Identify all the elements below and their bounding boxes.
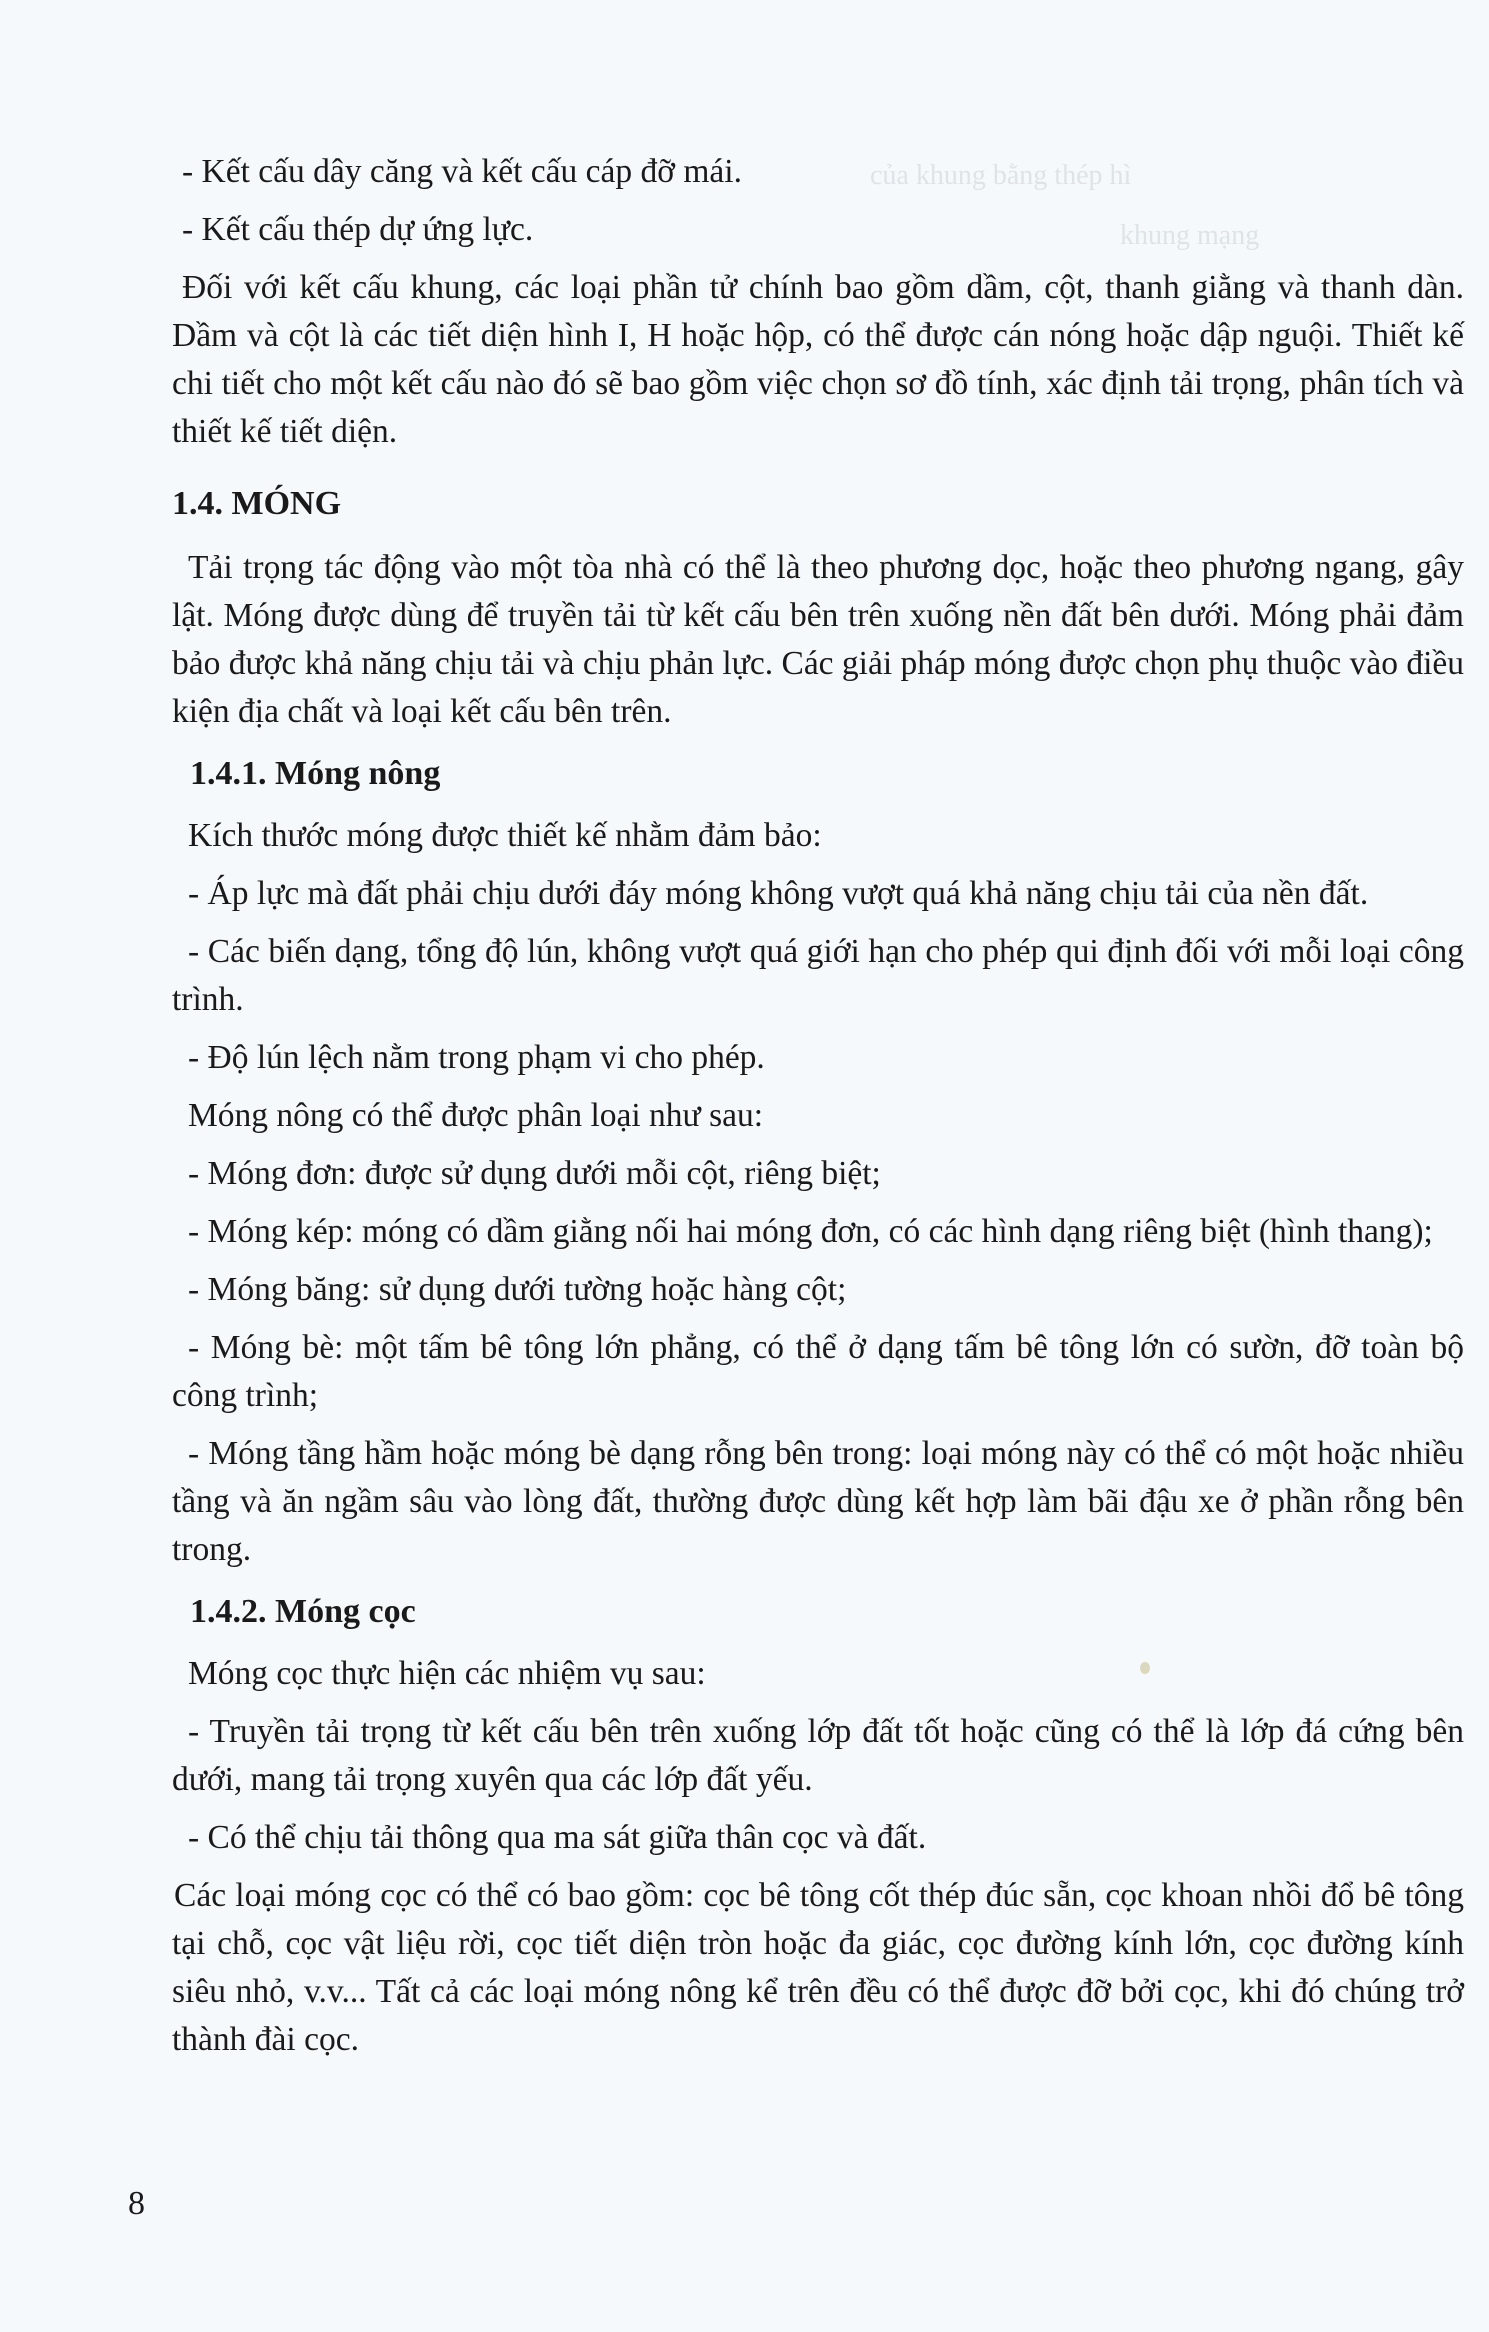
- list-item: - Móng bè: một tấm bê tông lớn phẳng, có thể ở dạng tấm bê tông lớn có sườn, đỡ toàn bộ công trình;: [172, 1329, 1464, 1414]
- list-item: - Các biến dạng, tổng độ lún, không vượt quá giới hạn cho phép qui định đối với mỗi loại công trình.: [172, 933, 1464, 1018]
- list-item: - Có thể chịu tải thông qua ma sát giữa thân cọc và đất.: [188, 1819, 927, 1856]
- section-heading: 1.4. MÓNG: [172, 485, 342, 522]
- paper-speck: [1140, 1662, 1150, 1674]
- paragraph: Móng cọc thực hiện các nhiệm vụ sau:: [188, 1655, 706, 1692]
- list-item: - Kết cấu thép dự ứng lực.: [182, 211, 534, 248]
- list-item: - Truyền tải trọng từ kết cấu bên trên xuống lớp đất tốt hoặc cũng có thể là lớp đá cứng bên dưới, mang tải trọng xuyên qua các lớp đất yếu.: [172, 1713, 1464, 1798]
- list-item: - Móng đơn: được sử dụng dưới mỗi cột, riêng biệt;: [188, 1155, 881, 1192]
- list-item: - Kết cấu dây căng và kết cấu cáp đỡ mái.: [182, 153, 742, 190]
- list-item: - Móng kép: móng có dầm giằng nối hai móng đơn, có các hình dạng riêng biệt (hình thang);: [188, 1213, 1433, 1250]
- bleed-through-text: của khung bằng thép hì: [870, 160, 1132, 191]
- bleed-through-text: khung mạng: [1120, 220, 1260, 251]
- paragraph: Đối với kết cấu khung, các loại phần tử chính bao gồm dầm, cột, thanh giằng và thanh dàn. Dầm và cột là các tiết diện hình I, H hoặc hộp, có thể được cán nóng hoặc dập nguội. Thiết kế chi tiết cho một kết cấu nào đó sẽ bao gồm việc chọn sơ đồ tính, xác định tải trọng, phân tích và thiết kế tiết diện.: [172, 269, 1464, 450]
- subsection-heading: 1.4.1. Móng nông: [190, 755, 441, 792]
- page-number: 8: [128, 2185, 145, 2222]
- list-item: - Móng tầng hầm hoặc móng bè dạng rỗng bên trong: loại móng này có thể có một hoặc nhiều tầng và ăn ngầm sâu vào lòng đất, thường được dùng kết hợp làm bãi đậu xe ở phần rỗng bên trong.: [172, 1435, 1464, 1568]
- list-item: - Độ lún lệch nằm trong phạm vi cho phép.: [188, 1039, 765, 1076]
- paragraph: Tải trọng tác động vào một tòa nhà có thể là theo phương dọc, hoặc theo phương ngang, gây lật. Móng được dùng để truyền tải từ kết cấu bên trên xuống nền đất bên dưới. Móng phải đảm bảo được khả năng chịu tải và chịu phản lực. Các giải pháp móng được chọn phụ thuộc vào điều kiện địa chất và loại kết cấu bên trên.: [172, 549, 1464, 730]
- subsection-heading: 1.4.2. Móng cọc: [190, 1593, 416, 1630]
- paragraph: Kích thước móng được thiết kế nhằm đảm bảo:: [188, 817, 822, 854]
- paragraph: Các loại móng cọc có thể có bao gồm: cọc bê tông cốt thép đúc sẵn, cọc khoan nhồi đổ bê tông tại chỗ, cọc vật liệu rời, cọc tiết diện tròn hoặc đa giác, cọc đường kính lớn, cọc đường kính siêu nhỏ, v.v... Tất cả các loại móng nông kể trên đều có thể được đỡ bởi cọc, khi đó chúng trở thành đài cọc.: [172, 1877, 1464, 2058]
- list-item: - Áp lực mà đất phải chịu dưới đáy móng không vượt quá khả năng chịu tải của nền đất.: [188, 875, 1369, 912]
- list-item: - Móng băng: sử dụng dưới tường hoặc hàng cột;: [188, 1271, 847, 1308]
- paragraph: Móng nông có thể được phân loại như sau:: [188, 1097, 764, 1134]
- page-content: [172, 148, 1464, 2064]
